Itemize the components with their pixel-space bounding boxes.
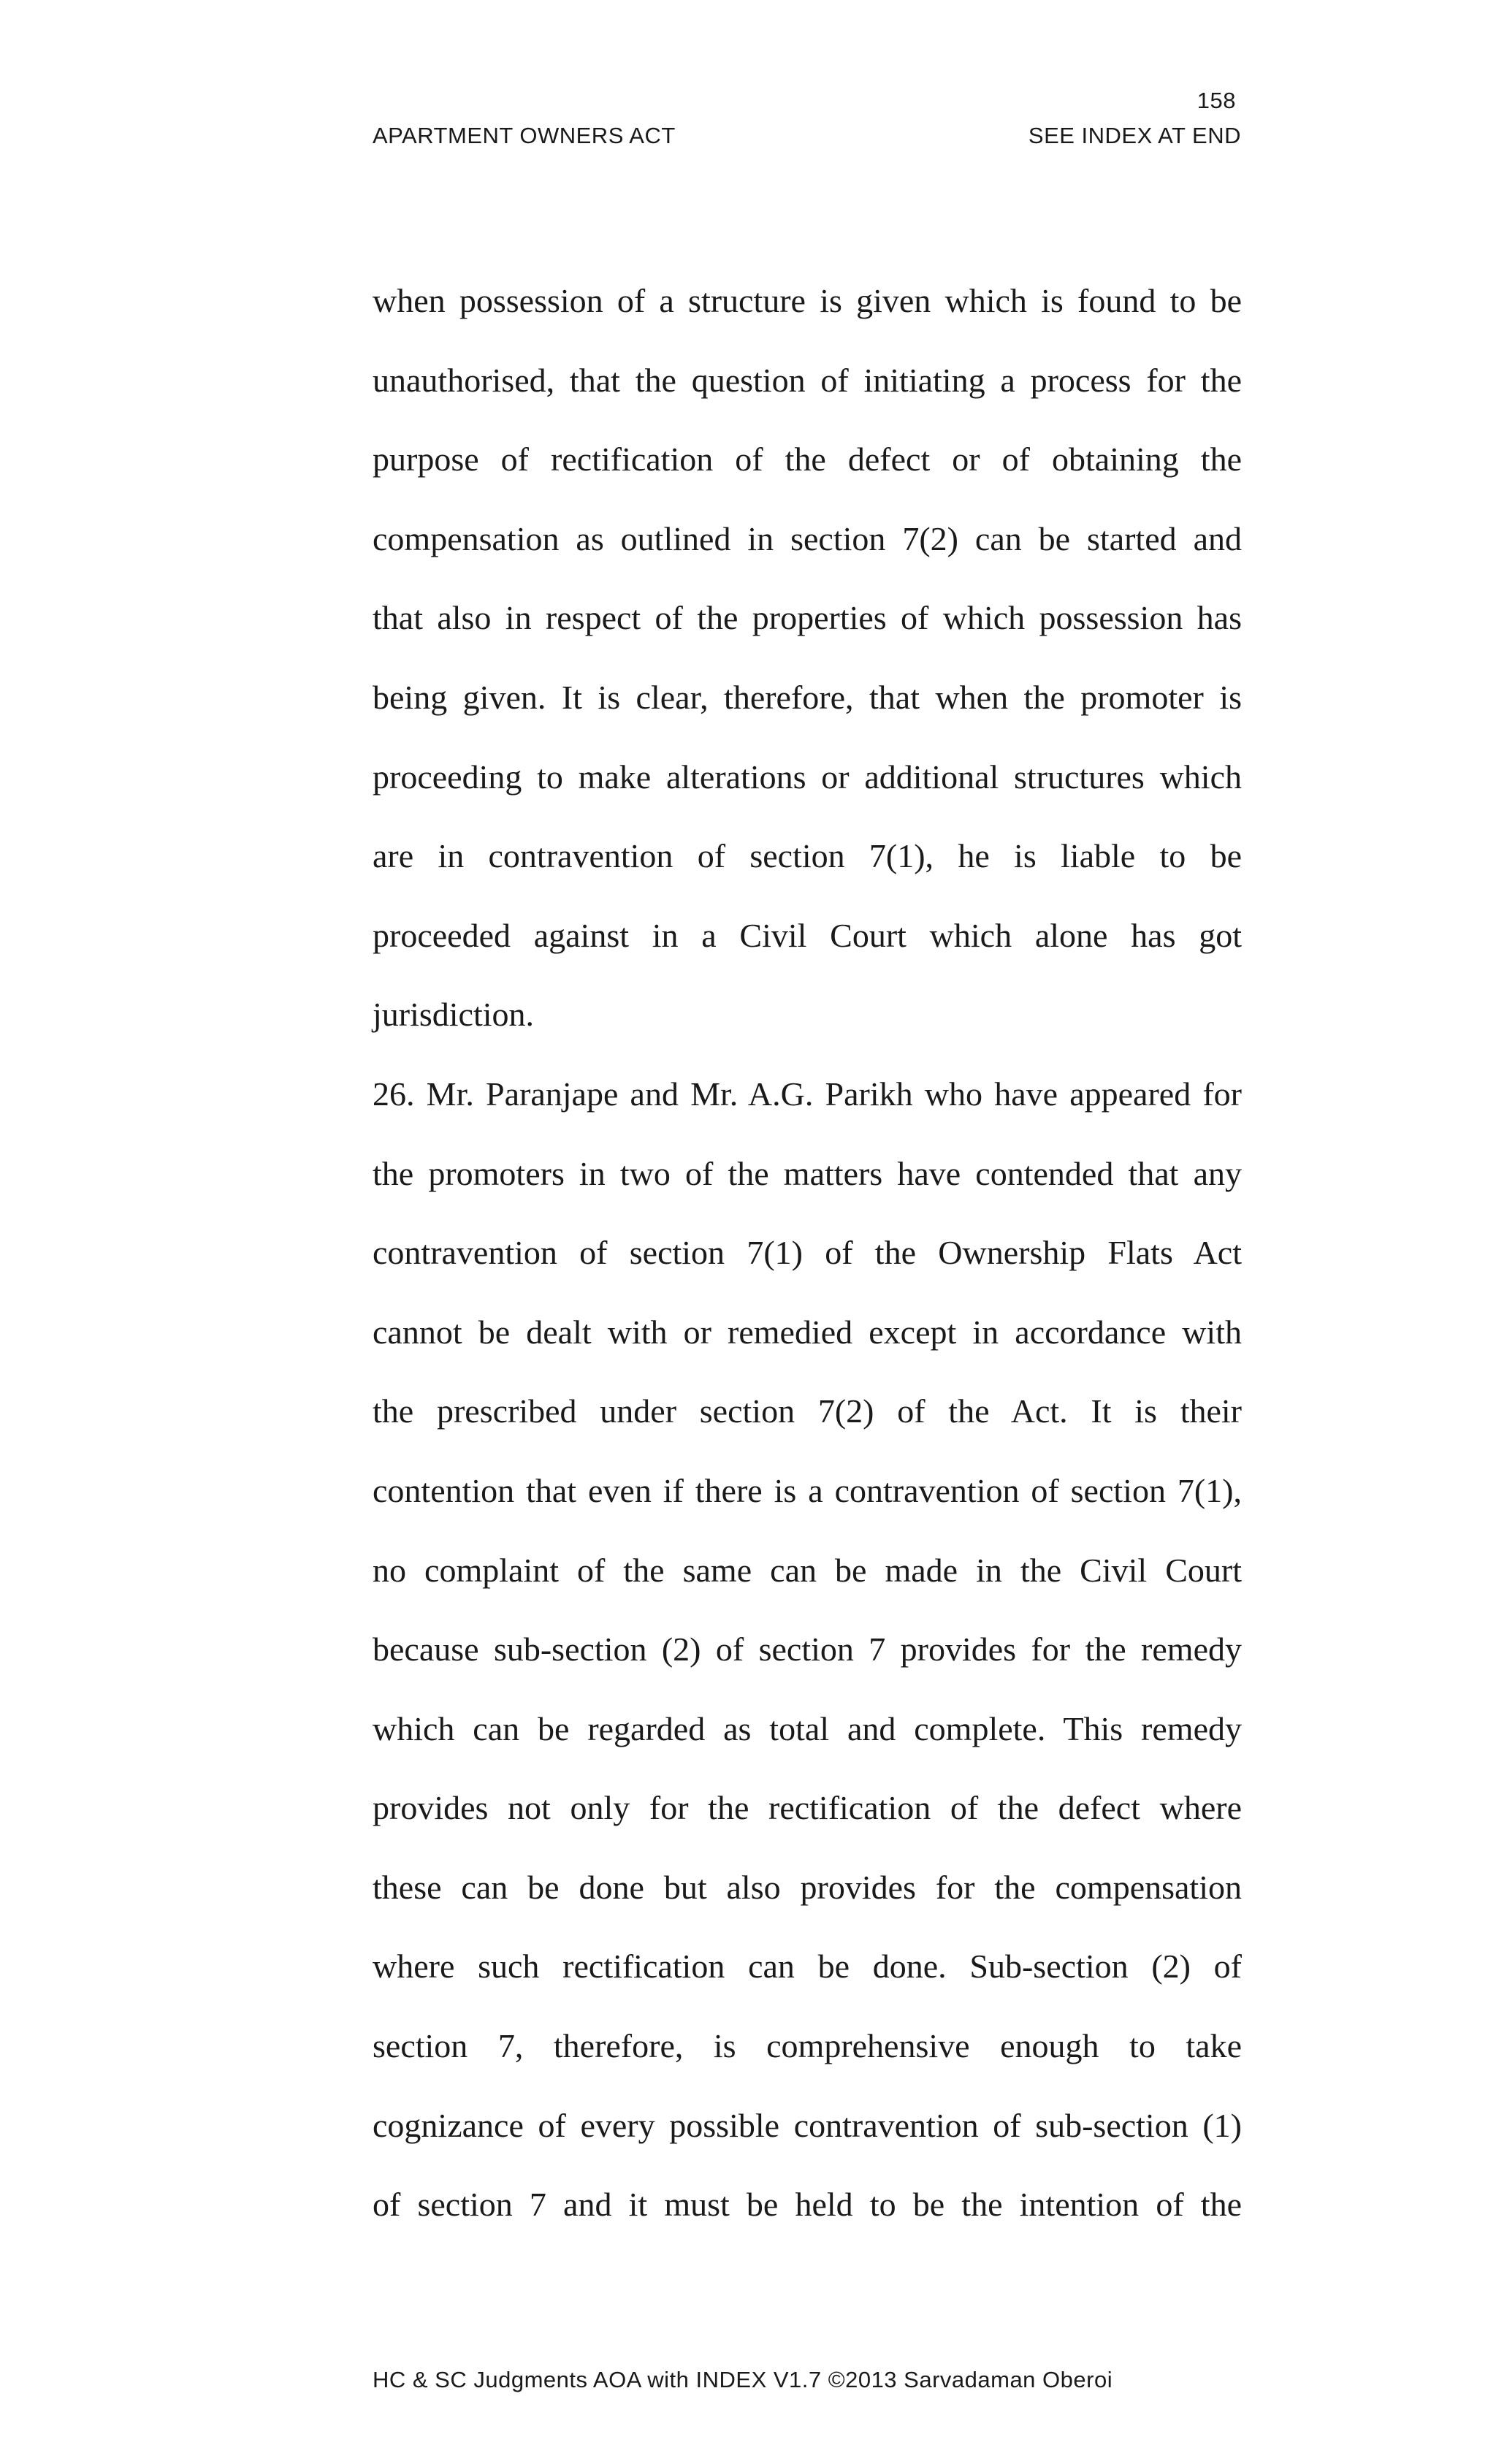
text-line: provides not only for the rectification of the defect where: [373, 1789, 1242, 1827]
text-line: these can be done but also provides for the compensation: [373, 1868, 1242, 1906]
text-line: of section 7 and it must be held to be the intention of the: [373, 2186, 1242, 2224]
text-line: cognizance of every possible contravention of sub-section (1): [373, 2106, 1242, 2144]
text-line: contravention of section 7(1) of the Ownership Flats Act: [373, 1234, 1242, 1272]
text-line: because sub-section (2) of section 7 provides for the remedy: [373, 1630, 1242, 1668]
text-line: are in contravention of section 7(1), he is liable to be: [373, 837, 1242, 875]
text-line: which can be regarded as total and complete. This remedy: [373, 1709, 1242, 1747]
text-line: compensation as outlined in section 7(2) can be started and: [373, 519, 1242, 557]
text-line: unauthorised, that the question of initiating a process for the: [373, 361, 1242, 399]
footer-copyright: HC & SC Judgments AOA with INDEX V1.7 ©2013 Sarvadaman Oberoi: [373, 2367, 1113, 2392]
text-line: cannot be dealt with or remedied except in accordance with: [373, 1313, 1242, 1351]
text-line: when possession of a structure is given which is found to be: [373, 282, 1242, 319]
text-line: that also in respect of the properties of which possession has: [373, 599, 1242, 637]
text-line: no complaint of the same can be made in the Civil Court: [373, 1551, 1242, 1589]
text-line: proceeding to make alterations or additional structures which: [373, 758, 1242, 796]
text-line: the promoters in two of the matters have contended that any: [373, 1154, 1242, 1192]
text-line: proceeded against in a Civil Court which alone has got: [373, 916, 1242, 954]
running-header-index-note: SEE INDEX AT END: [1028, 123, 1241, 148]
text-line: jurisdiction.: [373, 996, 535, 1034]
text-line: purpose of rectification of the defect or of obtaining the: [373, 440, 1242, 478]
judgment-body-text: [373, 262, 1242, 2245]
text-line: where such rectification can be done. Sub-section (2) of: [373, 1948, 1242, 1986]
page-number: 158: [1197, 88, 1236, 113]
text-line: contention that even if there is a contravention of section 7(1),: [373, 1471, 1242, 1509]
text-line: the prescribed under section 7(2) of the Act. It is their: [373, 1392, 1242, 1430]
text-line: section 7, therefore, is comprehensive enough to take: [373, 2027, 1242, 2065]
paragraph-26-start: 26. Mr. Paranjape and Mr. A.G. Parikh who have appeared for: [373, 1075, 1242, 1113]
text-line: being given. It is clear, therefore, that when the promoter is: [373, 678, 1242, 716]
running-header-title: APARTMENT OWNERS ACT: [373, 123, 676, 148]
